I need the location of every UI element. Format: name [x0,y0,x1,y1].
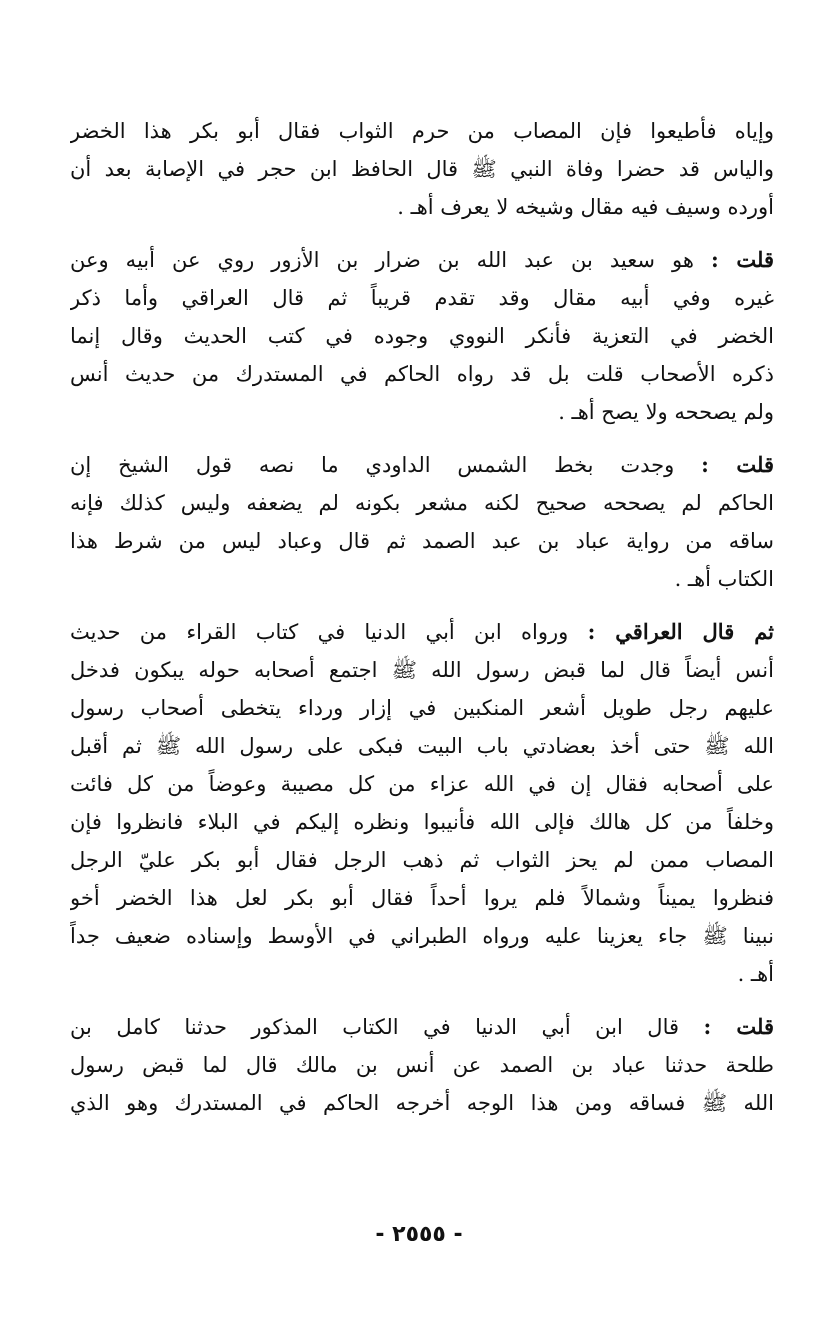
text-line: أنس أيضاً قال لما قبض رسول الله ﷺ اجتمع أصحابه حوله يبكون فدخل [70,658,774,682]
paragraph-4 [70,613,774,993]
text-line: على أصحابه فقال إن في الله عزاء من كل مصيبة وعوضاً من كل فائت [70,772,774,796]
text-line: وإياه فأطيعوا فإن المصاب من حرم الثواب فقال أبو بكر هذا الخضر [70,119,774,143]
text-line: المصاب ممن لم يحز الثواب ثم ذهب الرجل فقال أبو بكر عليّ الرجل [70,848,774,872]
text-line: الله ﷺ فساقه ومن هذا الوجه أخرجه الحاكم في المستدرك وهو الذي [70,1091,774,1115]
text-line: عليهم رجل طويل أشعر المنكبين في إزار ورداء يتخطى أصحاب رسول [70,696,774,720]
text-line: أهـ . [737,962,774,986]
text-line: وخلفاً من كل هالك فإلى الله فأنيبوا ونظره إليكم في البلاء فانظروا فإن [70,810,774,834]
text-line: ولم يصححه ولا يصح أهـ . [558,400,774,424]
text-line: طلحة حدثنا عباد بن الصمد عن أنس بن مالك قال لما قبض رسول [70,1053,774,1077]
paragraph-lead: قلت : [701,452,774,477]
text-line: الخضر في التعزية فأنكر النووي وجوده في كتب الحديث وقال إنما [70,324,774,348]
text-line: الكتاب أهـ . [674,567,774,591]
text-line: نبينا ﷺ جاء يعزينا عليه ورواه الطبراني في الأوسط وإسناده ضعيف جداً [70,924,774,948]
page-number: - ٢٥٥٥ - [375,1222,463,1247]
paragraph-lead: ثم قال العراقي : [587,619,774,644]
paragraph-lead: قلت : [710,247,774,272]
text-line [70,1008,774,1046]
paragraph-5 [70,1008,774,1122]
text-line: الله ﷺ حتى أخذ بعضادتي باب البيت فبكى على رسول الله ﷺ ثم أقبل [70,734,774,758]
text-line: والياس قد حضرا وفاة النبي ﷺ قال الحافظ ابن حجر في الإصابة بعد أن [70,157,774,181]
paragraph-3 [70,446,774,598]
paragraph-2 [70,241,774,431]
paragraph-1 [70,112,774,226]
line-text: وجدت بخط الشمس الداودي ما نصه قول الشيخ إن [70,453,702,477]
text-line: ساقه من رواية عباد بن عبد الصمد ثم قال وعباد ليس من شرط هذا [70,529,774,553]
text-line: ذكره الأصحاب قلت بل قد رواه الحاكم في المستدرك من حديث أنس [70,362,774,386]
text-line: فنظروا يميناً وشمالاً فلم يروا أحداً فقال أبو بكر لعل هذا الخضر أخو [70,886,774,910]
line-text: ورواه ابن أبي الدنيا في كتاب القراء من حديث [70,620,588,644]
text-line [70,241,774,279]
page-body [70,112,774,1137]
line-text: قال ابن أبي الدنيا في الكتاب المذكور حدثنا كامل بن [70,1015,704,1039]
text-line: غيره وفي أبيه مقال وقد تقدم قريباً ثم قال العراقي وأما ذكر [70,286,774,310]
line-text: هو سعيد بن عبد الله بن ضرار بن الأزور روي عن أبيه وعن [70,248,711,272]
text-line [70,613,774,651]
text-line: أورده وسيف فيه مقال وشيخه لا يعرف أهـ . [397,195,774,219]
paragraph-lead: قلت : [703,1014,774,1039]
text-line: الحاكم لم يصححه صحيح لكنه مشعر بكونه لم يضعفه وليس كذلك فإنه [70,491,774,515]
text-line [70,446,774,484]
